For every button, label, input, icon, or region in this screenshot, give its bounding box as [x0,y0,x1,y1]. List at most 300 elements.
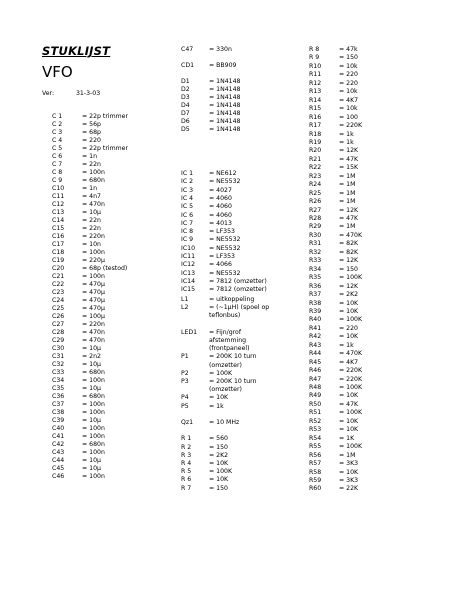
component-value: = 1M [339,451,356,459]
component-value: = 2K2 [209,451,229,459]
component-code: C24 [52,297,65,304]
component-value: = 4013 [209,219,232,227]
component-row [181,204,232,212]
component-value: = 100 [339,113,358,121]
component-code: R14 [309,96,322,104]
component-value: = NE5532 [209,236,241,244]
component-value: = 47K [339,400,359,408]
component-code: C37 [52,401,65,408]
component-code: R39 [309,307,322,315]
component-value: = 470µ [82,305,105,312]
component-value: = 220 [339,71,358,79]
component-code: IC 5 [181,203,194,211]
component-value: = 100n [82,273,105,280]
component-code: R18 [309,130,322,138]
component-code: D5 [181,126,190,133]
component-code: R22 [309,164,322,172]
component-value: = 4K7 [339,358,359,366]
component-value: = 12K [339,206,359,214]
component-value: = 4066 [209,261,232,269]
component-value: = 22p trimmer [82,113,129,120]
component-code: R12 [309,79,322,87]
component-code: R32 [309,248,322,256]
component-code: C 1 [52,113,63,120]
component-code: R13 [309,88,322,96]
component-code: R48 [309,384,322,391]
component-row [52,474,105,482]
component-code: CD1 [181,62,195,69]
component-value: = NE612 [209,170,237,177]
component-code: C 3 [52,129,63,136]
component-code: R17 [309,122,322,130]
component-code: R51 [309,409,322,417]
component-code [181,313,209,321]
component-row [181,313,240,321]
component-row [309,106,358,114]
component-row [181,287,267,295]
component-value: = 82K [339,248,359,256]
component-value: = 100n [82,377,105,384]
component-value: = 22n [82,217,101,224]
component-code: IC10 [181,244,196,252]
component-code: D1 [181,78,190,85]
component-value: = 470K [339,231,363,239]
component-code: R 3 [181,451,192,459]
component-code: R21 [309,155,322,163]
component-row [181,486,228,494]
component-code: IC15 [181,286,196,294]
component-code: D7 [181,110,190,117]
component-value: = 150 [209,484,228,492]
component-code: C40 [52,425,65,432]
component-value: = 220µ [82,257,105,264]
component-value: = 470n [82,329,105,336]
component-value: = 220K [339,122,363,130]
component-value: = Fijn/grof [209,328,242,336]
component-row [309,486,358,494]
component-code: R46 [309,367,322,375]
component-code: P4 [181,394,189,402]
component-value: = 10n [82,241,101,248]
component-value: = 10K [339,417,359,425]
component-value: = 200K 10 turn [209,378,257,385]
component-code: R58 [309,468,322,476]
component-value: = 220K [339,375,363,383]
component-value: = 4060 [209,194,232,202]
component-code: R27 [309,206,322,214]
document-subtitle: VFO [42,63,73,81]
component-value: = 220n [82,321,105,328]
component-code: R37 [309,291,322,299]
component-value: = 100K [339,384,363,391]
component-code: IC 8 [181,228,194,236]
component-value: = 4060 [209,211,232,219]
component-code: LED1 [181,328,198,336]
component-code: R44 [309,350,322,358]
component-code: R20 [309,147,322,155]
component-value: = 10k [339,105,358,113]
component-row [309,199,355,207]
component-value: = 560 [209,435,228,443]
component-code: L1 [181,296,189,303]
component-code: C31 [52,353,65,360]
component-code: IC11 [181,253,196,260]
component-code: C42 [52,441,65,448]
component-value: = 10K [339,299,359,307]
component-value: = 680n [82,177,105,184]
component-code: L2 [181,304,189,312]
component-value: = 1N4148 [209,118,241,125]
component-row [309,368,362,376]
component-value: = 10K [339,307,359,315]
component-value: = 4027 [209,186,232,194]
component-value: = 470K [339,350,363,358]
component-value: = 7812 (omzetter) [209,286,267,294]
component-code: R 8 [309,46,320,53]
component-code: C10 [52,185,65,192]
component-code: C39 [52,417,65,424]
component-code: C45 [52,465,65,472]
component-value: (frontpaneel) [209,345,250,353]
component-value: = 1M [339,198,356,206]
component-value: = 10K [209,476,229,484]
component-value: = 100n [82,473,105,480]
component-code: C32 [52,361,65,368]
component-code: R19 [309,138,322,146]
component-row [181,63,236,71]
component-code: R47 [309,375,322,383]
component-code: P5 [181,402,189,410]
component-value: = NE5532 [209,178,241,186]
component-value: = 10K [339,333,359,341]
component-value: = 1N4148 [209,94,241,101]
component-row [309,461,358,469]
component-value: = 100n [82,249,105,256]
component-code: P3 [181,378,189,385]
component-code: Qz1 [181,419,194,426]
component-value: = 1k [339,130,354,138]
component-code: C11 [52,193,65,200]
component-code: IC 2 [181,178,194,186]
component-code: C41 [52,433,65,440]
component-code: R35 [309,274,322,282]
component-row [181,404,224,412]
component-value: teflonbus) [209,312,241,320]
component-code: R31 [309,240,322,248]
component-code: C 9 [52,177,63,184]
component-value: = 1n [82,185,98,192]
component-value: = 47K [339,215,359,222]
component-code: C21 [52,273,65,280]
component-code: C 7 [52,161,63,168]
component-value: = NE5532 [209,269,241,277]
component-value: = 1k [339,138,354,146]
component-row [309,123,362,131]
component-code: R34 [309,265,322,273]
component-code: R33 [309,257,322,265]
component-value: = 100n [82,449,105,456]
component-code: C19 [52,257,65,264]
component-code: C23 [52,289,65,296]
component-value: = 68p [82,129,101,136]
component-code: R53 [309,426,322,434]
component-code: R50 [309,400,322,408]
component-code: C33 [52,369,65,376]
component-code: R 9 [309,54,320,62]
component-value: = 10µ [82,361,101,368]
component-value: = 12K [339,147,359,155]
component-value: = 10K [339,392,359,400]
component-code: IC 9 [181,236,194,244]
component-code: R55 [309,443,322,451]
component-code: IC 3 [181,186,194,194]
component-value: = 82K [339,240,359,248]
component-value: = 10K [209,460,229,467]
component-value: = 220 [339,79,358,87]
component-row [309,182,355,190]
component-code: R25 [309,189,322,197]
component-code: C28 [52,329,65,336]
component-value: = 2n2 [82,353,101,360]
component-code: C14 [52,217,65,224]
component-value: = 220n [82,233,105,240]
component-value: = 10k [339,88,358,96]
component-value: = 3K3 [339,460,359,468]
component-value: = 15K [339,164,359,172]
component-value: = 100K [339,316,363,324]
component-code: C 8 [52,169,63,176]
component-code: IC 1 [181,170,194,177]
component-row [309,351,362,359]
component-code: R26 [309,198,322,206]
component-value: = 100n [82,169,105,176]
component-code: IC 6 [181,211,194,219]
component-value: = (~1µH) (spoel op [209,304,270,312]
component-code: IC14 [181,277,196,285]
component-value: = 4n7 [82,193,101,200]
document-title: STUKLIJST [42,44,111,58]
component-code: R23 [309,172,322,180]
component-code: C 5 [52,145,63,152]
component-value: = 470µ [82,281,105,288]
component-value: = 1M [339,172,356,180]
component-code: R 1 [181,435,192,443]
component-value: = 7812 (omzetter) [209,277,267,285]
component-value: = 100K [209,468,233,476]
component-value: = 330n [209,46,232,53]
component-value: = 470µ [82,289,105,296]
component-value: = 150 [209,443,228,451]
component-value: = 22p trimmer [82,145,129,152]
component-value: = 10 MHz [209,419,240,426]
component-value: = 470n [82,337,105,344]
component-code: R40 [309,316,322,324]
component-value: = 1K [339,434,355,442]
component-value: = 100K [339,274,363,282]
component-code: C29 [52,337,65,344]
component-code: C46 [52,473,65,480]
component-code: R29 [309,223,322,231]
component-value: = 10µ [82,417,101,424]
component-value: (omzetter) [209,386,242,394]
component-code: C25 [52,305,65,312]
component-value: = 1k [209,402,224,410]
component-code: R54 [309,434,322,442]
component-code: C22 [52,281,65,288]
component-code: IC12 [181,261,196,269]
component-value: = LF353 [209,228,235,236]
component-value: = 22K [339,485,359,493]
version-label: Ver: [42,90,55,97]
component-value: = uitkoppeling [209,296,255,303]
component-value: = 10K [339,468,359,476]
component-code: P1 [181,353,189,361]
component-code: C26 [52,313,65,320]
component-code: IC 4 [181,194,194,202]
component-row [181,127,240,135]
component-value: = 100K [339,443,363,451]
component-value: = 150 [339,54,358,62]
component-code: IC13 [181,269,196,277]
component-value: = 220 [339,324,358,332]
component-code: C38 [52,409,65,416]
component-code: R28 [309,215,322,222]
component-code: R 2 [181,443,192,451]
component-value: = 1M [339,181,356,189]
component-value: afstemming [209,337,247,344]
component-value: = 10K [209,394,229,402]
component-code: C13 [52,209,65,216]
component-code: R11 [309,71,322,79]
component-value: = 200K 10 turn [209,353,257,361]
component-code: C27 [52,321,65,328]
component-value: = 220 [82,137,101,144]
component-value: = 470µ [82,297,105,304]
component-value: = 56p [82,121,101,128]
component-value: = 100n [82,409,105,416]
component-code: C17 [52,241,65,248]
component-code: R30 [309,231,322,239]
component-code: C35 [52,385,65,392]
component-code: C20 [52,265,65,272]
component-row [309,444,362,452]
component-code: C16 [52,233,65,240]
component-code: C36 [52,393,65,400]
component-value: = 2K2 [339,291,359,299]
component-code: R52 [309,417,322,425]
component-code: R16 [309,113,322,121]
component-value: = 10k [339,62,358,70]
component-code: R57 [309,460,322,468]
component-code: IC 7 [181,219,194,227]
component-value: = 68p (testod) [82,265,128,272]
component-code: D6 [181,118,190,125]
component-value: = 10µ [82,209,101,216]
component-code: C12 [52,201,65,208]
component-value: = 10µ [82,385,101,392]
component-value: = 10µ [82,457,101,464]
component-code: R 5 [181,468,192,476]
component-value: = BB909 [209,62,237,69]
component-value: = 1N4148 [209,86,241,93]
component-code: R15 [309,105,322,113]
component-value: = 680n [82,441,105,448]
component-value: = 1M [339,189,356,197]
component-value: = 10µ [82,465,101,472]
component-value: = 1N4148 [209,78,241,85]
component-code: R38 [309,299,322,307]
component-value: = 22n [82,225,101,232]
component-value: = 1N4148 [209,110,241,117]
component-value: = 12K [339,257,359,265]
component-value: = 4K7 [339,96,359,104]
component-value: = 10µ [82,345,101,352]
component-value: = 1k [339,341,354,349]
component-value: = 100n [82,425,105,432]
component-code: R43 [309,341,322,349]
component-code: R60 [309,485,322,493]
component-value: = 1n [82,153,98,160]
component-value: = NE5532 [209,244,241,252]
component-code: D2 [181,86,190,93]
component-value: = 47K [339,155,359,163]
component-code: P2 [181,369,189,377]
component-value: = 1N4148 [209,102,241,109]
component-value: = 100n [82,433,105,440]
version-date: 31-3-03 [76,90,101,97]
component-value: = 47k [339,46,358,53]
component-code: R45 [309,358,322,366]
component-code: C44 [52,457,65,464]
component-code: C 4 [52,137,63,144]
component-code: D3 [181,94,190,101]
component-value: = 100n [82,401,105,408]
component-code: C18 [52,249,65,256]
component-value: = 100K [339,409,363,417]
component-code: C34 [52,377,65,384]
component-code: R10 [309,62,322,70]
component-row [309,275,362,283]
component-row [181,47,232,55]
component-row [309,292,358,300]
component-code: D4 [181,102,190,109]
component-value: = 1M [339,223,356,231]
component-value: = 12K [339,282,359,290]
component-value: = 680n [82,369,105,376]
component-value: = 150 [339,265,358,273]
component-value: (omzetter) [209,361,242,369]
component-code [181,338,209,346]
component-code: R59 [309,476,322,484]
component-code: R49 [309,392,322,400]
component-code: R24 [309,181,322,189]
component-code: R 4 [181,460,192,467]
component-value: = LF353 [209,253,235,260]
component-value: = 4060 [209,203,232,211]
component-value: = 10K [339,426,359,434]
component-code: C15 [52,225,65,232]
component-code: C30 [52,345,65,352]
component-code: C 6 [52,153,63,160]
component-value: = 22n [82,161,101,168]
component-value: = 1N4148 [209,126,241,133]
component-code: R41 [309,324,322,332]
component-value: = 100K [209,369,233,377]
component-value: = 3K3 [339,476,359,484]
component-value: = 100µ [82,313,105,320]
component-code: C47 [181,46,194,53]
component-code: C 2 [52,121,63,128]
